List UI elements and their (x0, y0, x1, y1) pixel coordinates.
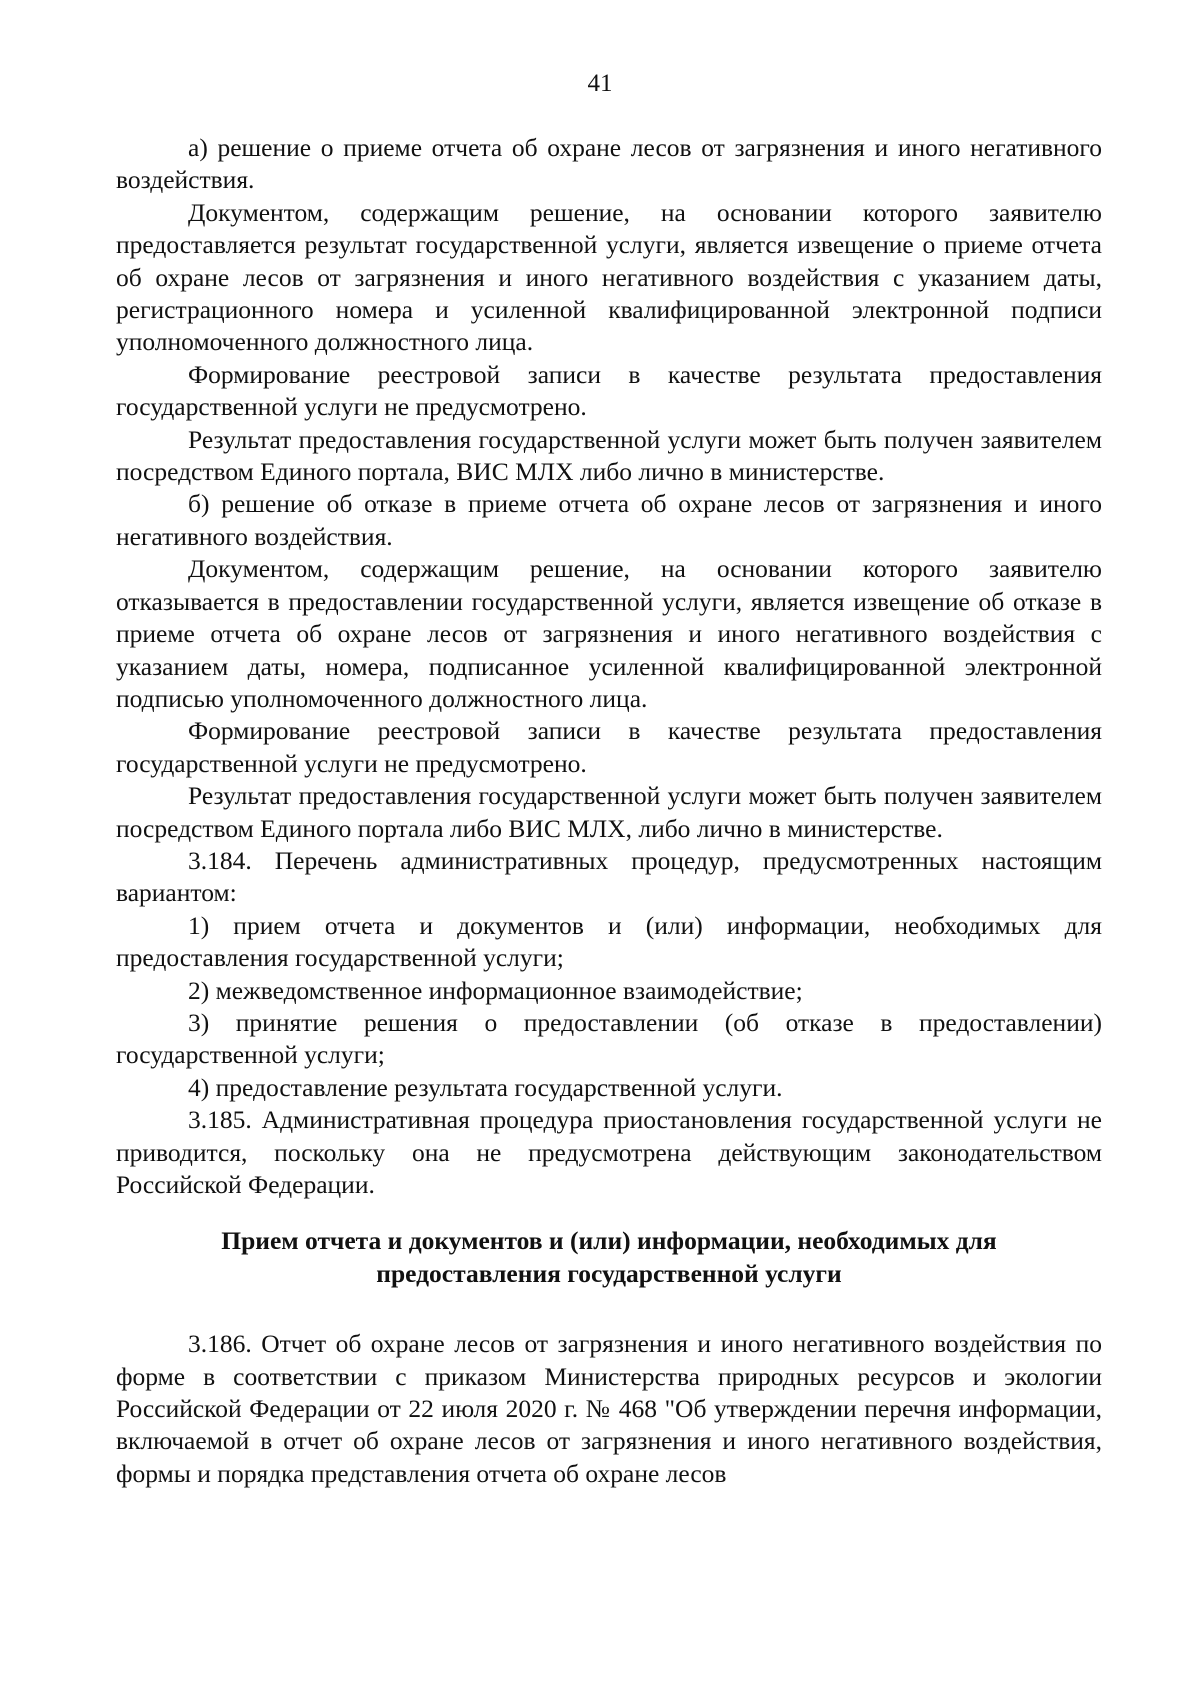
paragraph-registry-record-2: Формирование реестровой записи в качестве результата предоставления государственной услуги не предусмотрено. (116, 716, 1102, 778)
paragraph-3-186: 3.186. Отчет об охране лесов от загрязнения и иного негативного воздействия по форме в соответствии с приказом Министерства природных ресурсов и экологии Российской Федерации от 22 июля 2020 г. № 468 "Об утверждении перечня информации, включаемой в отчет об охране лесов от загрязнения и иного негативного воздействия, формы и порядка представления отчета об охране лесов (116, 1329, 1102, 1488)
paragraph-result-delivery-1: Результат предоставления государственной услуги может быть получен заявителем посредством Единого портала, ВИС МЛХ либо лично в министерстве. (116, 424, 1102, 487)
paragraph-decision-refuse: б) решение об отказе в приеме отчета об охране лесов от загрязнения и иного негативного воздействия. (116, 489, 1102, 551)
document-body (116, 132, 1102, 1490)
section-heading: Прием отчета и документов и (или) информации, необходимых для предоставления государственной услуги (221, 1226, 997, 1288)
list-item-3: 3) принятие решения о предоставлении (об отказе в предоставлении) государственной услуги; (116, 1007, 1102, 1070)
page-number: 41 (587, 70, 613, 97)
paragraph-registry-record-1: Формирование реестровой записи в качестве результата предоставления государственной услуги не предусмотрено. (116, 359, 1102, 422)
paragraph-3-184: 3.184. Перечень административных процедур, предусмотренных настоящим вариантом: (116, 845, 1102, 908)
paragraph-result-delivery-2: Результат предоставления государственной услуги может быть получен заявителем посредством Единого портала либо ВИС МЛХ, либо лично в министерстве. (116, 781, 1102, 843)
paragraph-decision-accept: а) решение о приеме отчета об охране лесов от загрязнения и иного негативного воздействия. (116, 133, 1102, 195)
list-item-2: 2) межведомственное информационное взаимодействие; (188, 975, 803, 1005)
paragraph-accept-notice: Документом, содержащим решение, на основании которого заявителю предоставляется результат государственной услуги, является извещение о приеме отчета об охране лесов от загрязнения и иного негативного воздействия с указанием даты, регистрационного номера и усиленной квалифицированной электронной подписи уполномоченного должностного лица. (116, 197, 1102, 357)
list-item-1: 1) прием отчета и документов и (или) информации, необходимых для предоставления государственной услуги; (116, 910, 1102, 973)
paragraph-refuse-notice: Документом, содержащим решение, на основании которого заявителю отказывается в предоставлении государственной услуги, является извещение об отказе в приеме отчета об охране лесов от загрязнения и иного негативного воздействия с указанием даты, номера, подписанное усиленной квалифицированной электронной подписью уполномоченного должностного лица. (116, 554, 1102, 713)
paragraph-3-185: 3.185. Административная процедура приостановления государственной услуги не приводится, поскольку она не предусмотрена действующим законодательством Российской Федерации. (116, 1105, 1102, 1199)
list-item-4: 4) предоставление результата государственной услуги. (188, 1072, 783, 1102)
